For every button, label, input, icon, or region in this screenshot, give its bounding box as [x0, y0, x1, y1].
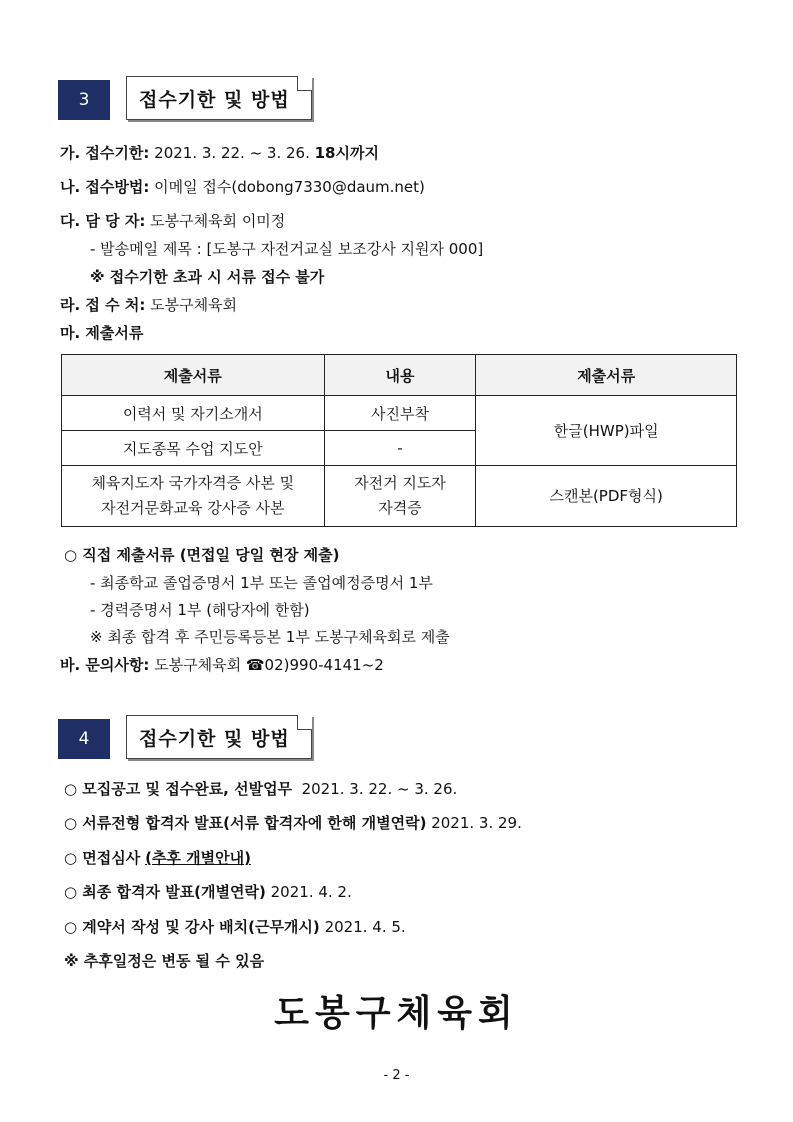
table-header: 제출서류 — [476, 355, 737, 396]
table-cell: 한글(HWP)파일 — [476, 396, 737, 466]
schedule-item: ○ 서류전형 합격자 발표(서류 합격자에 한해 개별연락) 2021. 3. 29. — [64, 814, 522, 832]
contact-line: 다. 담 당 자: 도봉구체육회 이미정 — [60, 212, 286, 230]
page-number: - 2 - — [383, 1068, 410, 1083]
table-cell: 자전거 지도자 자격증 — [324, 466, 476, 527]
table-cell: - — [324, 431, 476, 466]
schedule-item: ○ 모집공고 및 접수완료, 선발업무 2021. 3. 22. ~ 3. 26. — [64, 780, 458, 798]
direct-docs-title: ○ 직접 제출서류 (면접일 당일 현장 제출) — [64, 546, 340, 564]
table-row — [62, 396, 737, 431]
table-header-row — [62, 355, 737, 396]
documents-table — [61, 354, 737, 527]
table-header: 내용 — [324, 355, 476, 396]
schedule-item: ○ 최종 합격자 발표(개별연락) 2021. 4. 2. — [64, 883, 352, 901]
table-cell: 이력서 및 자기소개서 — [62, 396, 325, 431]
table-cell: 사진부착 — [324, 396, 476, 431]
table-cell: 스캔본(PDF형식) — [476, 466, 737, 527]
section-number-badge: 4 — [58, 719, 110, 759]
section-title — [126, 715, 312, 759]
list-item: - 최종학교 졸업증명서 1부 또는 졸업예정증명서 1부 — [90, 574, 433, 592]
method-line: 나. 접수방법: 이메일 접수(dobong7330@daum.net) — [60, 178, 425, 196]
schedule-notice: ※ 추후일정은 변동 될 수 있음 — [64, 952, 265, 970]
docs-label: 마. 제출서류 — [60, 324, 144, 342]
table-header: 제출서류 — [62, 355, 325, 396]
list-item: - 경력증명서 1부 (해당자에 한함) — [90, 601, 310, 619]
section-title — [126, 76, 312, 120]
section-title-text: 접수기한 및 방법 — [139, 88, 290, 111]
section-title-text: 접수기한 및 방법 — [139, 727, 290, 750]
table-cell: 체육지도자 국가자격증 사본 및 자전거문화교육 강사증 사본 — [62, 466, 325, 527]
table-cell: 지도종목 수업 지도안 — [62, 431, 325, 466]
list-item: ※ 최종 합격 후 주민등록등본 1부 도봉구체육회로 제출 — [90, 628, 450, 646]
schedule-item: ○ 계약서 작성 및 강사 배치(근무개시) 2021. 4. 5. — [64, 918, 406, 936]
inquiry-line: 바. 문의사항: 도봉구체육회 ☎02)990-4141~2 — [60, 656, 384, 674]
folded-corner-icon — [297, 76, 312, 91]
deadline-line: 가. 접수기한: 2021. 3. 22. ~ 3. 26. 18시까지 — [60, 144, 379, 162]
late-notice: ※ 접수기한 초과 시 서류 접수 불가 — [90, 268, 325, 286]
section-number-badge: 3 — [58, 80, 110, 120]
table-row — [62, 466, 737, 527]
organization-name: 도봉구체육회 — [274, 993, 519, 1034]
office-line: 라. 접 수 처: 도봉구체육회 — [60, 296, 238, 314]
mail-subject-line: - 발송메일 제목 : [도봉구 자전거교실 보조강사 지원자 000] — [90, 240, 484, 258]
folded-corner-icon — [297, 715, 312, 730]
schedule-item: ○ 면접심사 (추후 개별안내) — [64, 849, 251, 867]
